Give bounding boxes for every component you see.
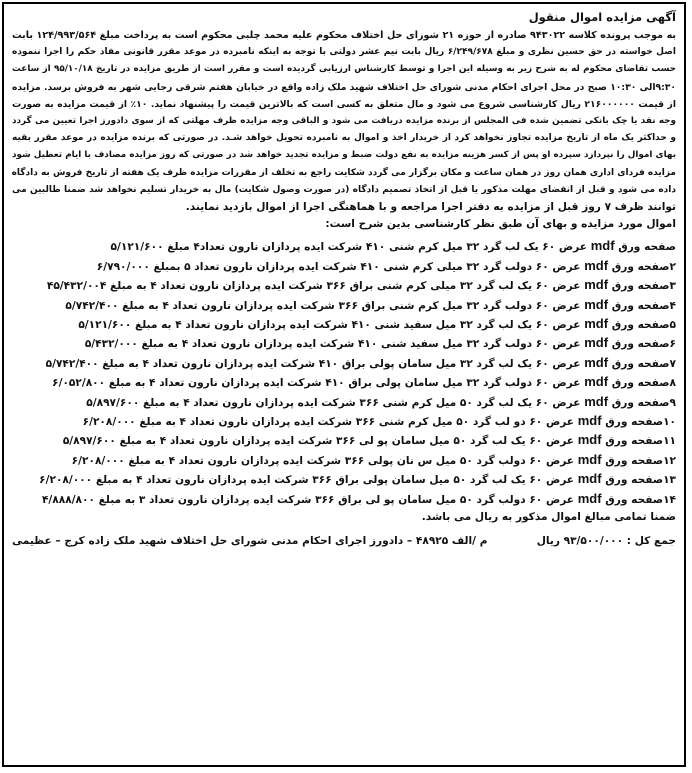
item-number: ۶: [669, 338, 676, 351]
item-material: mdf: [584, 393, 609, 409]
item-number: ۱۳: [663, 474, 676, 487]
item-material: mdf: [577, 490, 602, 506]
item-number: ۷: [669, 357, 676, 370]
list-item: [12, 372, 676, 391]
item-details: عرض ۶۰ دو لب گرد ۵۰ میل کرم شنی ۳۶۶ شرکت ایده پردازان نارون تعداد ۴ به مبلغ ۶/۲۰۸/۰۰۰: [82, 415, 575, 428]
item-material: mdf: [577, 451, 602, 467]
body-line: به موجب پرونده کلاسه ۹۴۳۰۲۲ صادره از حوزه ۲۱ شورای حل اختلاف محکوم علیه محمد چلبی محکوم است به پرداخت مبلغ ۱۲۴/۹۹۳/۵۶۴ بابت: [12, 30, 676, 41]
item-details: عرض ۶۰ دولب گرد ۵۰ میل س نان پولی ۳۶۶ شرکت ایده پردازان نارون تعداد ۴ به مبلغ ۶/۲۰۸/۰۰۰: [71, 454, 575, 467]
body-line: داده می شود و قبل از انقضای مهلت مذکور یا قبل از اتخاذ تصمیم دادگاه (در صورت وصول شکایت) مال به خریدار تسلیم نخواهد شد ضمنا طالبین می: [12, 184, 676, 195]
item-list: [12, 236, 676, 507]
body-line: و حداکثر یک ماه از تاریخ مزایده تجاوز نخواهد کرد از خریدار اخذ و اموال به نامبرده تحویل خواهد شـد. در صورتی که برنده مزایده در موعد مقرر بقیه: [12, 133, 676, 144]
item-details: عرض ۶۰ یک لب گرد ۳۲ میلی کرم شنی براق ۳۶۶ شرکت ایده پردازان نارون تعداد ۴ به مبلغ ۴۵/۴۳۲/۰۰۴: [46, 280, 581, 293]
item-label: صفحه ورق: [605, 493, 664, 506]
item-material: mdf: [584, 374, 609, 390]
item-details: عرض ۶۰ یک لب گرد ۵۰ میل کرم شنی ۳۶۶ شرکت ایده پردازان نارون تعداد ۴ به مبلغ ۵/۸۹۷/۶۰۰: [86, 396, 581, 409]
notice-body: [12, 27, 676, 233]
item-label: صفحه ورق: [618, 241, 676, 254]
item-number: ۱۱: [663, 435, 676, 448]
list-item: [12, 236, 676, 255]
item-material: mdf: [584, 277, 609, 293]
list-item: [12, 430, 676, 449]
item-material: mdf: [577, 432, 602, 448]
auction-notice: [12, 8, 676, 551]
item-label: صفحه ورق: [611, 338, 670, 351]
item-number: ۵: [669, 319, 676, 331]
body-line: مزایده فردای اداری همان روز در همان ساعت و مکان برگزار می گردد شکایت راجع به تخلف از مقررات مزایده ظرف یک هفته از تاریخ فروش به دادگاه: [12, 167, 676, 178]
item-material: mdf: [584, 257, 609, 273]
item-details: عرض ۶۰ دولب گرد ۵۰ میل سامان پو لی براق ۳۶۶ شرکت ایده پردازان نارون تعداد ۳ به مبلغ ۴/۸۸۸/۸۰۰: [41, 493, 575, 506]
item-material: mdf: [577, 412, 602, 428]
item-material: mdf: [584, 316, 609, 331]
item-number: ۱۰: [663, 415, 676, 428]
item-label: صفحه ورق: [611, 260, 670, 273]
notice-frame: [2, 2, 686, 767]
item-number: ۸: [669, 377, 676, 390]
signature-line: م /الف ۴۸۹۲۵ – دادورز اجرای احکام مدنی شورای حل اختلاف شهید ملک زاده کرج – عظیمی: [12, 534, 488, 547]
list-item: [12, 450, 676, 469]
list-item: [12, 489, 676, 508]
item-details: عرض ۶۰ یک لب گرد ۵۰ میل سامان پولی براق ۳۶۶ شرکت ایده پردازان نارون تعداد ۴ به مبلغ ۶/۲۰۸/۰۰۰: [39, 474, 575, 487]
item-details: عرض ۶۰ یک لب گرد ۳۲ میل سامان پولی براق ۴۱۰ شرکت ایده پردازان نارون تعداد ۴ به مبلغ ۵/۷۴۲/۴۰۰: [45, 357, 581, 370]
item-label: صفحه ورق: [605, 474, 664, 487]
item-number: ۹: [669, 396, 676, 409]
notice-title: آگهی مزایده اموال منقول: [528, 10, 676, 24]
list-item: [12, 275, 676, 294]
total-amount: جمع کل : ۹۳/۵۰۰/۰۰۰ ریال: [536, 534, 676, 547]
item-label: صفحه ورق: [611, 377, 670, 390]
list-item: [12, 411, 676, 430]
list-item: [12, 392, 676, 411]
body-line: اصل خواسته در حق حسین نظری و مبلغ ۶/۲۴۹/۶۷۸ ریال بابت نیم عشر دولتی با توجه به اینکه نامبرده در موعد مقرر قانونی مفاد حکم را اجرا ننموده: [12, 47, 676, 58]
item-label: صفحه ورق: [611, 357, 670, 370]
notice-footer: [12, 531, 676, 551]
item-number: ۲: [669, 260, 676, 273]
list-item: [12, 469, 676, 488]
body-line: توانند ظرف ۷ روز قبل از مزایده به دفتر اجرا مراجعه و با هماهنگی اجرا از اموال بازدید نمایند.: [185, 201, 676, 214]
item-label: صفحه ورق: [611, 319, 670, 331]
item-label: صفحه ورق: [611, 396, 670, 409]
item-material: mdf: [577, 471, 602, 487]
item-label: صفحه ورق: [605, 415, 664, 428]
item-details: عرض ۶۰ یک لب گرد ۳۲ میل سفید شنی ۴۱۰ شرکت ایده پردازان نارون تعداد ۴ به مبلغ ۵/۱۲۱/۶۰۰: [78, 319, 581, 331]
item-details: عرض ۶۰ یک لب گرد ۳۲ میل کرم شنی ۴۱۰ شرکت ایده پردازان نارون تعداد۴ مبلغ ۵/۱۲۱/۶۰۰: [110, 241, 587, 254]
item-details: عرض ۶۰ دولب گرد ۳۲ میل سامان پولی براق ۴۱۰ شرکت ایده پردازان نارون تعداد ۴ به مبلغ ۶/۰۵۲/۸۰۰: [52, 377, 581, 390]
item-details: عرض ۶۰ یک لب گرد ۵۰ میل سامان پو لی ۳۶۶ شرکت ایده پردازان نارون تعداد ۴ به مبلغ ۵/۸۹۷/۶۰۰: [62, 435, 575, 448]
item-material: mdf: [584, 296, 609, 312]
item-label: صفحه ورق: [605, 454, 664, 467]
item-number: ۱۴: [663, 493, 676, 506]
body-line: بهای اموال را نپردازد سپرده او پس از کسر هزینه مزایده به نفع دولت ضبط و مزایده تجدید خواهد شد در صورتی که روز مزایده مصادف با ایام تعطیل شود: [12, 150, 676, 161]
item-material: mdf: [584, 354, 609, 370]
list-item: [12, 295, 676, 314]
list-item: [12, 314, 676, 333]
body-line: از قیمت ۲۱۶۰۰۰۰۰۰ ریال کارشناسی شروع می شود و مال متعلق به کسی است که بالاترین قیمت را پیشنهاد نماید. ۱۰٪ از قیمت مزایده به صورت: [12, 98, 676, 110]
item-details: عرض ۶۰ دولب گرد ۳۲ میل کرم شنی براق ۳۶۶ شرکت ایده پردازان نارون تعداد ۴ به مبلغ ۵/۷۴۲/۴۰۰: [65, 299, 581, 312]
list-item: [12, 353, 676, 372]
list-item: [12, 256, 676, 275]
body-line: ۹:۳۰الی ۱۰:۳۰ صبح در محل اجرای احکام مدنی شورای حل اختلاف شهید ملک زاده واقع در خیابان هفتم شرقی رجایی شهر به فروش برسد. مزایده: [12, 81, 676, 93]
currency-note: ضمنا تمامی مبالغ اموال مذکور به ریال می باشد.: [421, 510, 676, 523]
list-item: [12, 333, 676, 352]
item-label: صفحه ورق: [611, 280, 670, 293]
item-material: mdf: [584, 335, 609, 351]
item-number: ۴: [669, 299, 676, 312]
item-number: ۳: [669, 280, 676, 293]
item-details: عرض ۶۰ دولب گرد ۳۲ میل سفید شنی ۴۱۰ شرکت ایده پردازان نارون تعداد ۴ به مبلغ ۵/۴۳۲/۰۰۰: [84, 338, 581, 351]
item-material: mdf: [590, 238, 615, 254]
item-label: صفحه ورق: [611, 299, 670, 312]
body-line: حسب تقاضای محکوم له به شرح زیر به وسیله این اجرا و توسط کارشناس ارزیابی گردیده است و مقرر است از طریق مزایده در تاریخ ۹۵/۱۰/۱۸ از ساعت: [12, 64, 676, 75]
body-line: وجه نقد یا چک بانکی تضمین شده فی المجلس از برنده مزایده دریافت می شود و الباقی وجه مزایده ظرف مهلتی که از سوی دادورز اجرا تعیین می گردد: [12, 116, 676, 127]
body-line: اموال مورد مزایده و بهای آن طبق نظر کارشناسی بدین شرح است:: [325, 218, 676, 231]
item-details: عرض ۶۰ دولب گرد ۳۲ میلی کرم شنی ۴۱۰ شرکت ایده پردازان نارون تعداد ۵ بمبلغ ۶/۷۹۰/۰۰۰: [96, 260, 581, 273]
item-label: صفحه ورق: [605, 435, 664, 448]
item-number: ۱۲: [663, 454, 676, 467]
